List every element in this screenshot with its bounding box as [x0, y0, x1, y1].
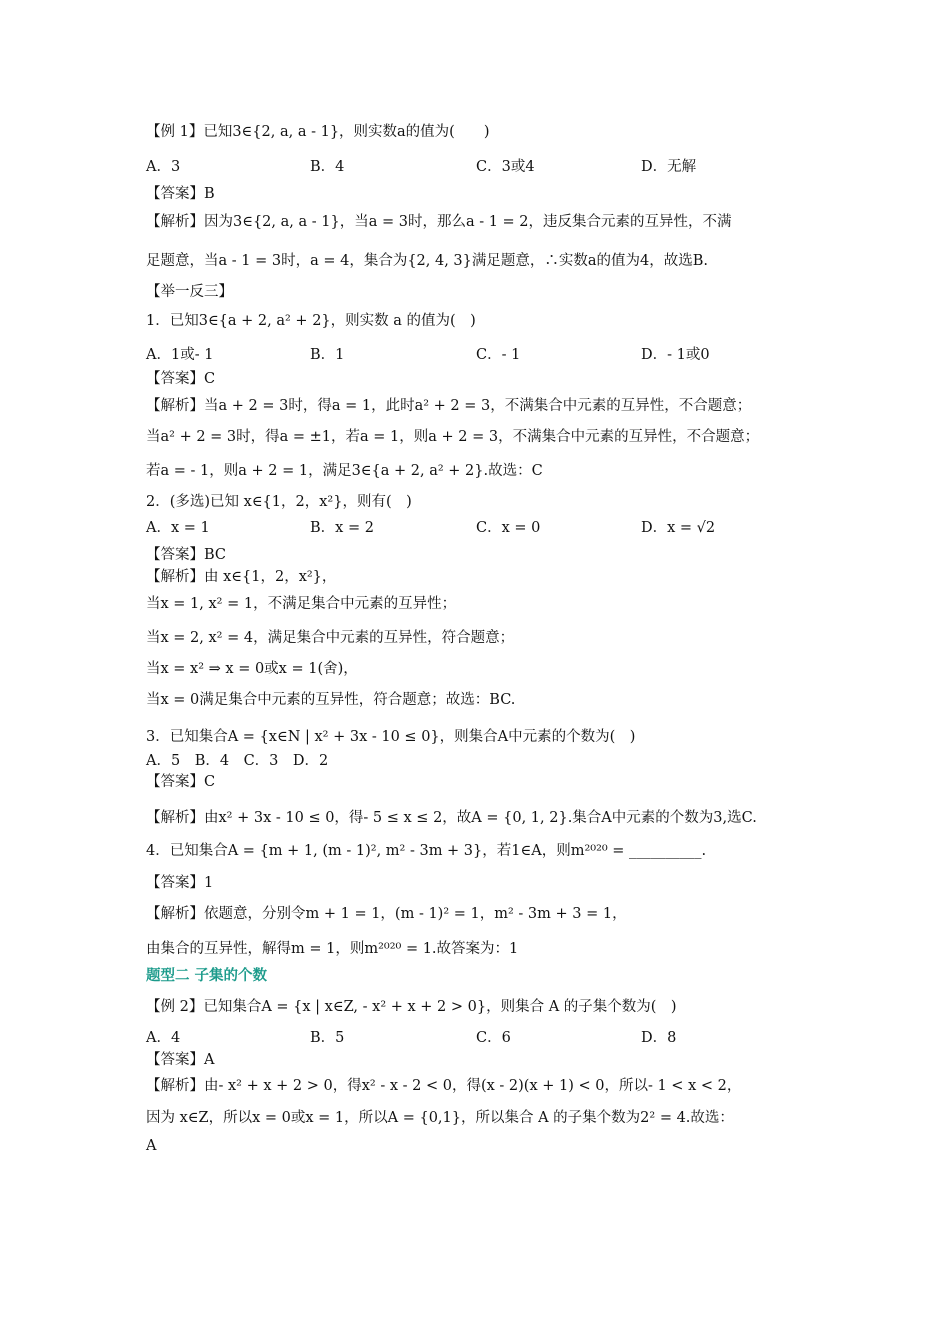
example-2-option-c: C．6: [476, 1030, 511, 1046]
question-4-analysis-line-1: 【解析】依题意，分别令m + 1 = 1，(m - 1)² = 1，m² - 3m + 3 = 1，: [146, 906, 627, 922]
question-2-analysis-line-1: 【解析】由 x∈{1，2，x²}，: [146, 569, 337, 585]
example-2-analysis-line-2: 因为 x∈Z，所以x = 0或x = 1，所以A = {0,1}，所以集合 A 的子集个数为2² = 4.故选：: [146, 1110, 734, 1126]
question-1-analysis-line-3: 若a = - 1，则a + 2 = 1，满足3∈{a + 2, a² + 2}.故选：C: [146, 463, 543, 479]
question-4-answer: 【答案】1: [146, 875, 214, 891]
example-2-option-a: A．4: [146, 1030, 181, 1046]
question-1-answer: 【答案】C: [146, 371, 216, 387]
example-1-analysis-line-2: 足题意，当a - 1 = 3时，a = 4，集合为{2, 4, 3}满足题意，∴实数a的值为4，故选B.: [146, 253, 709, 269]
example-2-analysis-line-3: A: [146, 1138, 157, 1154]
example-1-option-a: A．3: [146, 159, 181, 175]
question-3-analysis: 【解析】由x² + 3x - 10 ≤ 0，得- 5 ≤ x ≤ 2，故A = {0, 1, 2}.集合A中元素的个数为3,选C.: [146, 810, 757, 826]
example-2-answer: 【答案】A: [146, 1052, 215, 1068]
question-1: 1．已知3∈{a + 2, a² + 2}，则实数 a 的值为( ): [146, 313, 476, 329]
question-2-option-b: B．x = 2: [310, 520, 374, 536]
example-1-option-c: C．3或4: [476, 159, 535, 175]
question-2-analysis-line-4: 当x = x² ⇒ x = 0或x = 1(舍)，: [146, 661, 358, 677]
question-2-option-c: C．x = 0: [476, 520, 541, 536]
question-2-answer: 【答案】BC: [146, 547, 227, 563]
example-2-analysis-line-1: 【解析】由- x² + x + 2 > 0，得x² - x - 2 < 0，得(x - 2)(x + 1) < 0，所以- 1 < x < 2，: [146, 1078, 742, 1094]
question-3: 3．已知集合A = {x∈N | x² + 3x - 10 ≤ 0}，则集合A中元素的个数为( ): [146, 729, 636, 745]
example-2-option-b: B．5: [310, 1030, 345, 1046]
question-2-analysis-line-2: 当x = 1, x² = 1，不满足集合中元素的互异性；: [146, 596, 457, 612]
question-2: 2．(多选)已知 x∈{1，2，x²}，则有( ): [146, 494, 412, 510]
question-2-option-d: D．x = √2: [641, 520, 716, 536]
question-2-option-a: A．x = 1: [146, 520, 210, 536]
example-1-option-d: D．无解: [641, 159, 697, 175]
example-1-option-b: B．4: [310, 159, 345, 175]
example-2-option-d: D．8: [641, 1030, 677, 1046]
practice-title: 【举一反三】: [146, 284, 233, 300]
question-1-analysis-line-2: 当a² + 2 = 3时，得a = ±1，若a = 1，则a + 2 = 3，不满集合中元素的互异性，不合题意；: [146, 429, 760, 445]
question-1-option-d: D．- 1或0: [641, 347, 710, 363]
example-1-question: 【例 1】已知3∈{2, a, a - 1}，则实数a的值为( ): [146, 124, 490, 140]
example-1-analysis-line-1: 【解析】因为3∈{2, a, a - 1}，当a = 3时，那么a - 1 = 2，违反集合元素的互异性，不满: [146, 214, 732, 230]
question-1-analysis-line-1: 【解析】当a + 2 = 3时，得a = 1，此时a² + 2 = 3，不满集合中元素的互异性，不合题意；: [146, 398, 752, 414]
question-2-analysis-line-5: 当x = 0满足集合中元素的互异性，符合题意；故选：BC.: [146, 692, 516, 708]
example-1-answer: 【答案】B: [146, 186, 215, 202]
example-2-question: 【例 2】已知集合A = {x | x∈Z, - x² + x + 2 > 0}，则集合 A 的子集个数为( ): [146, 999, 677, 1015]
question-3-options: A．5 B．4 C．3 D．2: [146, 753, 329, 769]
question-3-answer: 【答案】C: [146, 774, 216, 790]
question-1-option-a: A．1或- 1: [146, 347, 214, 363]
question-1-option-b: B．1: [310, 347, 345, 363]
question-2-analysis-line-3: 当x = 2, x² = 4，满足集合中元素的互异性，符合题意；: [146, 630, 515, 646]
question-4-analysis-line-2: 由集合的互异性，解得m = 1，则m²⁰²⁰ = 1.故答案为：1: [146, 941, 519, 957]
question-1-option-c: C．- 1: [476, 347, 521, 363]
question-4: 4．已知集合A = {m + 1, (m - 1)², m² - 3m + 3}，若1∈A，则m²⁰²⁰ = __________.: [146, 843, 707, 859]
section-2-title: 题型二 子集的个数: [146, 967, 268, 984]
